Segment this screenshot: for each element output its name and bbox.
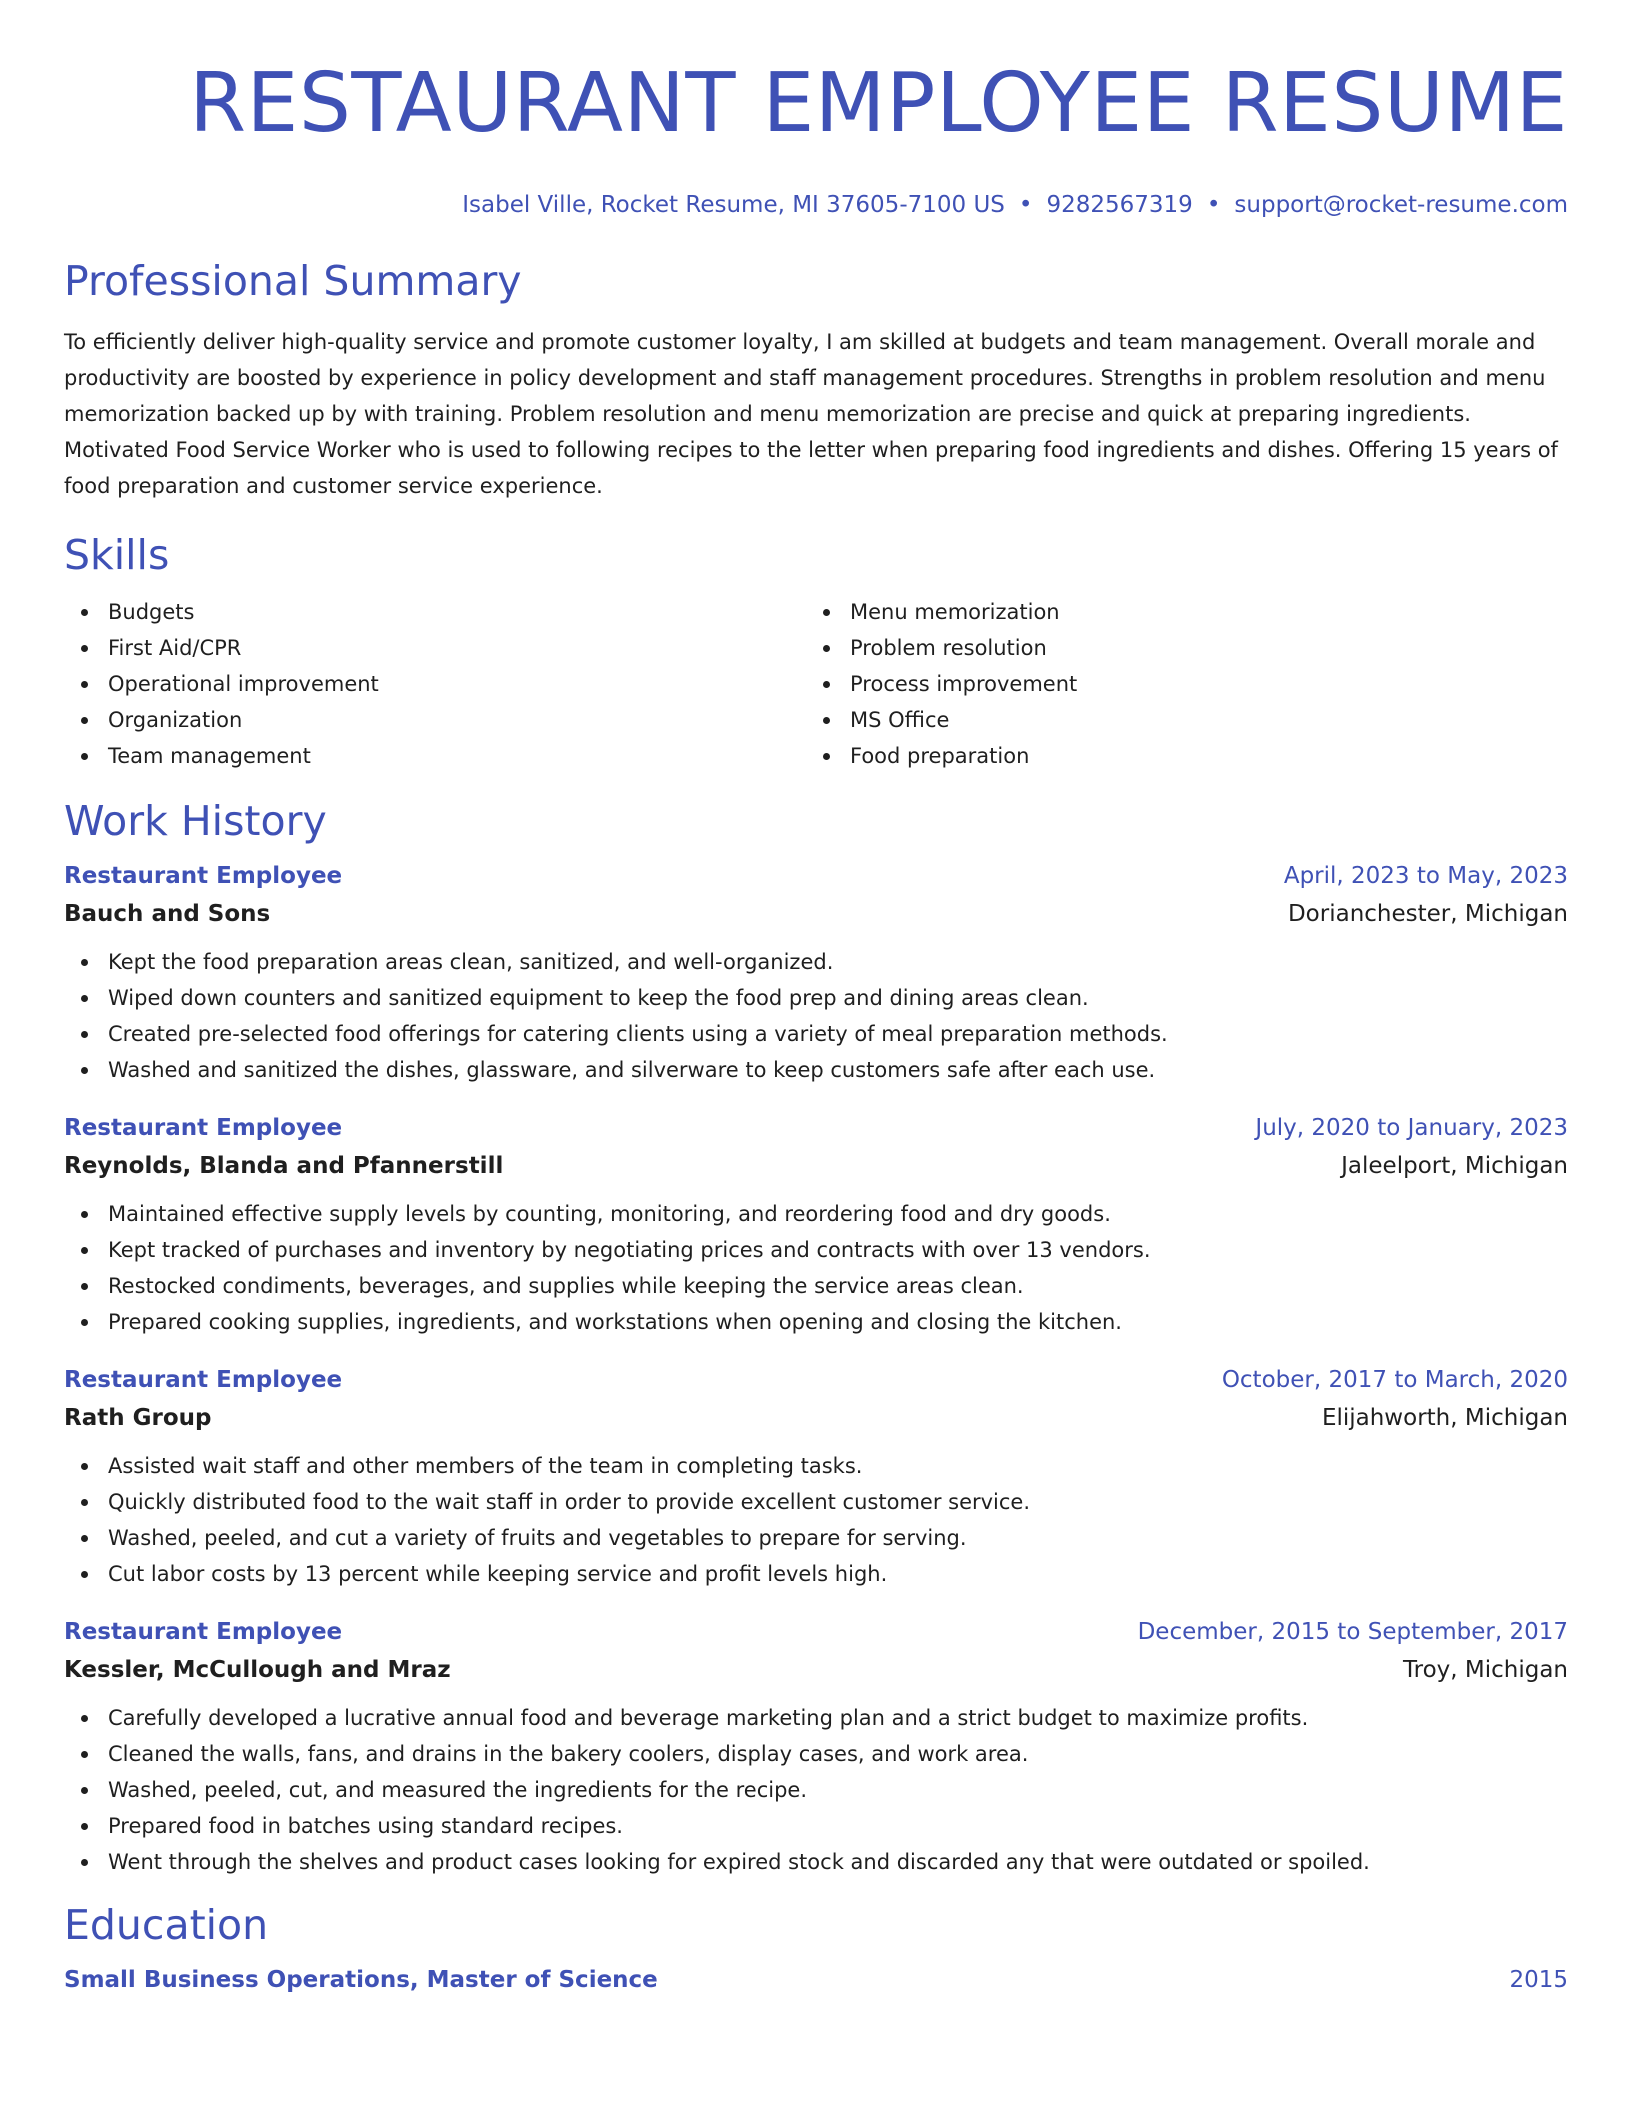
skill-item: MS Office bbox=[806, 702, 1548, 738]
job-bullet: Went through the shelves and product cases looking for expired stock and discarded any that were outdated or spoiled. bbox=[64, 1844, 1568, 1880]
job-bullet: Wiped down counters and sanitized equipment to keep the food prep and dining areas clean. bbox=[64, 980, 1568, 1016]
skills-list bbox=[64, 594, 1568, 774]
job-header bbox=[64, 858, 1568, 894]
job-entry bbox=[64, 1110, 1568, 1340]
skills-column-right bbox=[806, 594, 1548, 774]
job-bullet: Washed, peeled, cut, and measured the ingredients for the recipe. bbox=[64, 1772, 1568, 1808]
job-entry bbox=[64, 858, 1568, 1088]
resume-title: RESTAURANT EMPLOYEE RESUME bbox=[189, 56, 1568, 151]
job-bullet: Restocked condiments, beverages, and supplies while keeping the service areas clean. bbox=[64, 1268, 1568, 1304]
job-location: Troy, Michigan bbox=[1402, 1657, 1568, 1683]
job-location: Dorianchester, Michigan bbox=[1287, 901, 1568, 927]
job-subheader bbox=[64, 1148, 1568, 1184]
job-bullet: Prepared cooking supplies, ingredients, and workstations when opening and closing the kitchen. bbox=[64, 1304, 1568, 1340]
job-bullets bbox=[64, 944, 1568, 1088]
job-subheader bbox=[64, 896, 1568, 932]
job-entry bbox=[64, 1614, 1568, 1880]
job-bullets bbox=[64, 1700, 1568, 1880]
job-bullet: Washed, peeled, and cut a variety of fruits and vegetables to prepare for serving. bbox=[64, 1520, 1568, 1556]
job-bullet: Quickly distributed food to the wait staff in order to provide excellent customer service. bbox=[64, 1484, 1568, 1520]
education-degree: Small Business Operations, Master of Science bbox=[64, 1967, 658, 1993]
job-dates: October, 2017 to March, 2020 bbox=[1221, 1367, 1568, 1393]
job-bullet: Maintained effective supply levels by counting, monitoring, and reordering food and dry goods. bbox=[64, 1196, 1568, 1232]
job-bullet: Prepared food in batches using standard recipes. bbox=[64, 1808, 1568, 1844]
job-title: Restaurant Employee bbox=[64, 1367, 343, 1393]
job-bullet: Kept tracked of purchases and inventory by negotiating prices and contracts with over 13 vendors. bbox=[64, 1232, 1568, 1268]
contact-separator: • bbox=[1206, 192, 1221, 218]
skill-item: Organization bbox=[64, 702, 806, 738]
job-company: Kessler, McCullough and Mraz bbox=[64, 1657, 451, 1683]
work-heading: Work History bbox=[64, 797, 327, 845]
job-header bbox=[64, 1110, 1568, 1146]
job-bullet: Carefully developed a lucrative annual food and beverage marketing plan and a strict budget to maximize profits. bbox=[64, 1700, 1568, 1736]
skills-column-left bbox=[64, 594, 806, 774]
contact-line bbox=[64, 190, 1568, 220]
skill-item: Menu memorization bbox=[806, 594, 1548, 630]
job-bullet: Washed and sanitized the dishes, glassware, and silverware to keep customers safe after each use. bbox=[64, 1052, 1568, 1088]
job-title: Restaurant Employee bbox=[64, 1619, 343, 1645]
skill-item: Food preparation bbox=[806, 738, 1548, 774]
job-bullets bbox=[64, 1196, 1568, 1340]
job-location: Jaleelport, Michigan bbox=[1341, 1153, 1568, 1179]
education-entry bbox=[64, 1962, 1568, 1998]
job-bullet: Cleaned the walls, fans, and drains in the bakery coolers, display cases, and work area. bbox=[64, 1736, 1568, 1772]
skill-item: Problem resolution bbox=[806, 630, 1548, 666]
job-bullet: Kept the food preparation areas clean, sanitized, and well-organized. bbox=[64, 944, 1568, 980]
job-header bbox=[64, 1362, 1568, 1398]
job-title: Restaurant Employee bbox=[64, 1115, 343, 1141]
skills-heading: Skills bbox=[64, 531, 170, 579]
job-bullet: Assisted wait staff and other members of the team in completing tasks. bbox=[64, 1448, 1568, 1484]
education-year: 2015 bbox=[1509, 1967, 1568, 1993]
job-bullet: Cut labor costs by 13 percent while keeping service and profit levels high. bbox=[64, 1556, 1568, 1592]
job-header bbox=[64, 1614, 1568, 1650]
skill-item: First Aid/CPR bbox=[64, 630, 806, 666]
job-company: Reynolds, Blanda and Pfannerstill bbox=[64, 1153, 504, 1179]
job-bullets bbox=[64, 1448, 1568, 1592]
job-entry bbox=[64, 1362, 1568, 1592]
contact-phone: 9282567319 bbox=[1046, 192, 1193, 218]
contact-email[interactable]: support@rocket-resume.com bbox=[1234, 192, 1568, 218]
job-location: Elijahworth, Michigan bbox=[1321, 1405, 1568, 1431]
contact-address: Isabel Ville, Rocket Resume, MI 37605-7100 US bbox=[462, 192, 1005, 218]
job-subheader bbox=[64, 1652, 1568, 1688]
skill-item: Process improvement bbox=[806, 666, 1548, 702]
skill-item: Operational improvement bbox=[64, 666, 806, 702]
job-company: Bauch and Sons bbox=[64, 901, 271, 927]
job-dates: July, 2020 to January, 2023 bbox=[1255, 1115, 1568, 1141]
job-subheader bbox=[64, 1400, 1568, 1436]
job-dates: December, 2015 to September, 2017 bbox=[1137, 1619, 1568, 1645]
contact-separator: • bbox=[1018, 192, 1033, 218]
job-title: Restaurant Employee bbox=[64, 863, 343, 889]
education-heading: Education bbox=[64, 1901, 269, 1949]
job-dates: April, 2023 to May, 2023 bbox=[1283, 863, 1568, 889]
job-company: Rath Group bbox=[64, 1405, 212, 1431]
job-bullet: Created pre-selected food offerings for catering clients using a variety of meal preparation methods. bbox=[64, 1016, 1568, 1052]
skill-item: Team management bbox=[64, 738, 806, 774]
summary-text: To efficiently deliver high-quality service and promote customer loyalty, I am skilled at budgets and team management. Overall morale and productivity are boosted by experience in policy development and staff management procedures. Strengths in problem resolution and menu memorization backed up by with training. Problem resolution and menu memorization are precise and quick at preparing ingredients. Motivated Food Service Worker who is used to following recipes to the letter when preparing food ingredients and dishes. Offering 15 years of food preparation and customer service experience. bbox=[64, 330, 1558, 498]
summary-heading: Professional Summary bbox=[64, 257, 522, 305]
skill-item: Budgets bbox=[64, 594, 806, 630]
